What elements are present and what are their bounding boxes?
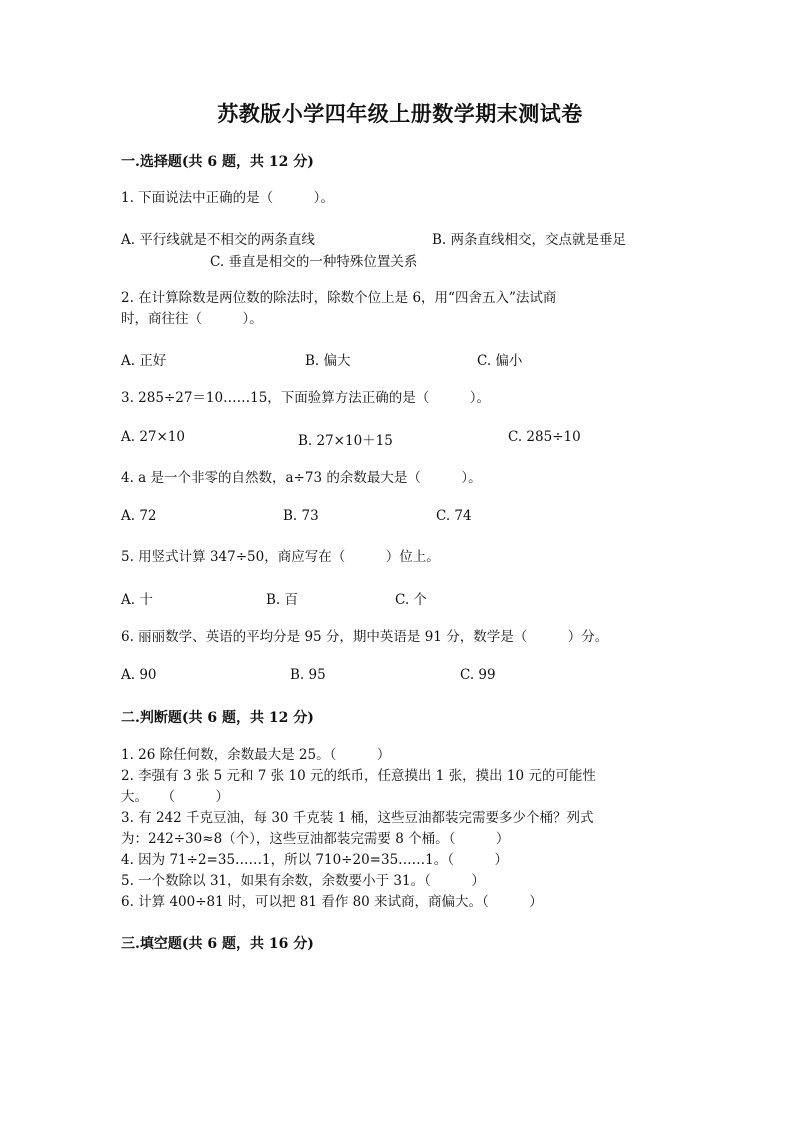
q6-option-b: B. 95 — [290, 667, 326, 683]
judge-line-1: 1. 26 除任何数，余数最大是 25。（ ） — [121, 747, 391, 763]
question-2-line-2: 时，商往往（ ）。 — [121, 311, 263, 327]
question-4: 4. a 是一个非零的自然数，a÷73 的余数最大是（ ）。 — [121, 470, 482, 486]
q3-option-a: A. 27×10 — [121, 429, 185, 445]
section-heading-choice: 一.选择题(共 6 题，共 12 分) — [121, 154, 314, 170]
judge-line-5: 为：242÷30≈8（个），这些豆油都装完需要 8 个桶。（ ） — [121, 831, 510, 847]
q2-option-b: B. 偏大 — [305, 353, 351, 369]
q1-option-a: A. 平行线就是不相交的两条直线 — [121, 232, 315, 248]
judge-line-6: 4. 因为 71÷2=35……1，所以 710÷20=35……1。（ ） — [121, 852, 508, 868]
question-6: 6. 丽丽数学、英语的平均分是 95 分，期中英语是 91 分，数学是（ ）分。 — [121, 629, 609, 645]
judge-line-4: 3. 有 242 千克豆油，每 30 千克装 1 桶，这些豆油都装完需要多少个桶？列式 — [121, 810, 594, 826]
judge-line-7: 5. 一个数除以 31，如果有余数，余数要小于 31。（ ） — [121, 873, 485, 889]
q2-option-c: C. 偏小 — [477, 353, 523, 369]
question-3: 3. 285÷27＝10……15，下面验算方法正确的是（ ）。 — [121, 390, 491, 406]
section-heading-judge: 二.判断题(共 6 题，共 12 分) — [121, 710, 314, 726]
question-5: 5. 用竖式计算 347÷50，商应写在（ ）位上。 — [121, 549, 440, 565]
q5-option-b: B. 百 — [266, 592, 299, 608]
q4-option-b: B. 73 — [283, 508, 319, 524]
q1-option-b: B. 两条直线相交，交点就是垂足 — [432, 232, 627, 248]
q4-option-c: C. 74 — [436, 508, 472, 524]
question-2-line-1: 2. 在计算除数是两位数的除法时，除数个位上是 6，用“四舍五入”法试商 — [121, 290, 557, 306]
q3-option-b: B. 27×10＋15 — [298, 433, 393, 449]
page-title: 苏教版小学四年级上册数学期末测试卷 — [217, 101, 583, 126]
q2-option-a: A. 正好 — [121, 353, 167, 369]
q3-option-c: C. 285÷10 — [508, 429, 581, 445]
judge-line-2: 2. 李强有 3 张 5 元和 7 张 10 元的纸币，任意摸出 1 张，摸出 10 元的可能性 — [121, 768, 596, 784]
judge-line-3: 大。 （ ） — [121, 789, 229, 805]
q6-option-c: C. 99 — [460, 667, 496, 683]
q1-option-c: C. 垂直是相交的一种特殊位置关系 — [210, 254, 418, 270]
q4-option-a: A. 72 — [121, 508, 157, 524]
q5-option-a: A. 十 — [121, 592, 153, 608]
question-1: 1. 下面说法中正确的是（ ）。 — [121, 190, 334, 206]
section-heading-fill: 三.填空题(共 6 题，共 16 分) — [121, 936, 314, 952]
q6-option-a: A. 90 — [121, 667, 157, 683]
judge-line-8: 6. 计算 400÷81 时，可以把 81 看作 80 来试商，商偏大。（ ） — [121, 894, 543, 910]
q5-option-c: C. 个 — [395, 592, 427, 608]
